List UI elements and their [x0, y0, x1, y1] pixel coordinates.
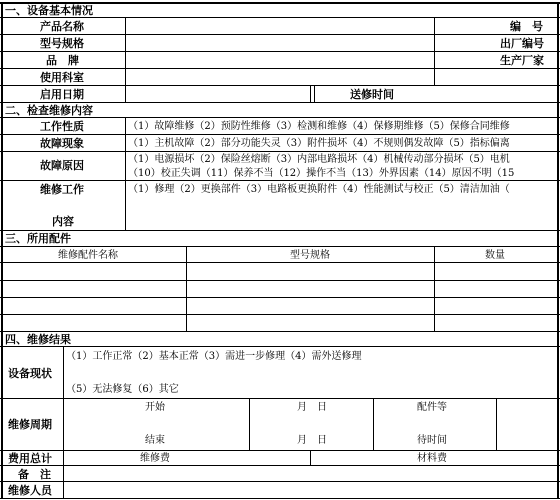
fault-phenomenon-options: （1）主机故障（2）部分功能失灵（3）附件损坏（4）不规则偶发故障（5）指标偏离	[128, 138, 510, 149]
label-product-name: 产品名称	[40, 20, 84, 33]
rule	[434, 17, 435, 85]
status-options-1: （1）工作正常（2）基本正常（3）需进一步修理（4）需外送修理	[66, 351, 362, 362]
label-device-status: 设备现状	[8, 367, 52, 380]
rule	[1, 2, 3, 498]
period-parts-wait: 配件等	[417, 402, 447, 413]
rule	[125, 17, 126, 102]
label-remark: 备 注	[18, 468, 51, 481]
rule	[0, 314, 560, 315]
rule	[0, 262, 560, 263]
status-options-2: （5）无法修复（6）其它	[66, 384, 179, 395]
fault-cause-options-1: （1）电源损坏（2）保险丝熔断（3）内部电路损坏（4）机械传动部分损坏（5）电机	[128, 154, 510, 165]
section-title-basic: 一、设备基本情况	[5, 4, 93, 17]
material-fee-label: 材料费	[417, 453, 447, 464]
rule	[0, 151, 560, 152]
rule	[125, 117, 126, 230]
label-repair-work: 维修工作	[40, 183, 84, 196]
label-work-nature: 工作性质	[40, 120, 84, 133]
section-title-result: 四、维修结果	[5, 333, 71, 346]
rule	[373, 398, 374, 450]
label-model: 型号规格	[40, 37, 84, 50]
rule	[0, 85, 560, 86]
rule	[0, 34, 560, 35]
rule	[0, 481, 560, 482]
label-repair-staff: 维修人员	[8, 484, 52, 497]
repair-work-options: （1）修理（2）更换部件（3）电路板更换附件（4）性能测试与校正（5）清洁加油（	[128, 184, 510, 195]
col-part-model: 型号规格	[290, 250, 330, 261]
label-repair-period: 维修周期	[8, 418, 52, 431]
label-fault-phenomenon: 故障现象	[40, 137, 84, 150]
section-title-check: 二、检查维修内容	[5, 104, 93, 117]
period-end-date: 月 日	[297, 435, 327, 446]
rule	[314, 85, 315, 102]
rule	[434, 246, 435, 331]
rule	[0, 498, 560, 499]
rule	[0, 398, 560, 399]
rule	[0, 68, 560, 69]
label-repair-content: 内容	[52, 215, 74, 228]
rule	[310, 450, 311, 465]
section-title-parts: 三、所用配件	[5, 232, 71, 245]
rule	[496, 398, 497, 450]
rule	[0, 346, 560, 347]
rule	[0, 51, 560, 52]
rule	[0, 180, 560, 181]
label-fault-cause: 故障原因	[40, 159, 84, 172]
label-send-time: 送修时间	[350, 88, 394, 101]
label-maker: 生产厂家	[500, 54, 544, 67]
rule	[249, 398, 250, 450]
label-number: 编 号	[510, 20, 543, 33]
repair-fee-label: 维修费	[140, 453, 170, 464]
rule	[0, 134, 560, 135]
fault-cause-options-2: （10）校正失调（11）保养不当（12）操作不当（13）外界因素（14）原因不明（15	[128, 168, 515, 179]
rule	[186, 246, 187, 331]
rule	[0, 117, 560, 118]
rule	[0, 280, 560, 281]
col-part-qty: 数量	[485, 250, 505, 261]
label-cost-total: 费用总计	[8, 452, 52, 465]
label-dept: 使用科室	[40, 71, 84, 84]
rule	[0, 331, 560, 332]
rule	[557, 2, 559, 498]
period-start: 开始	[145, 402, 165, 413]
rule	[0, 230, 560, 231]
rule	[0, 17, 560, 18]
rule	[63, 346, 64, 498]
work-nature-options: （1）故障维修（2）预防性维修（3）检测和维修（4）保修期维修（5）保修合同维修	[128, 121, 510, 132]
label-serial: 出厂编号	[500, 37, 544, 50]
label-start-date: 启用日期	[40, 88, 84, 101]
col-part-name: 维修配件名称	[58, 250, 118, 261]
rule	[310, 85, 311, 102]
rule	[0, 465, 560, 466]
rule	[0, 246, 560, 247]
period-start-date: 月 日	[297, 402, 327, 413]
label-brand: 品 牌	[46, 54, 79, 67]
rule	[0, 102, 560, 103]
period-wait-time: 待时间	[417, 435, 447, 446]
period-end: 结束	[145, 435, 165, 446]
rule	[0, 450, 560, 451]
rule	[0, 297, 560, 298]
